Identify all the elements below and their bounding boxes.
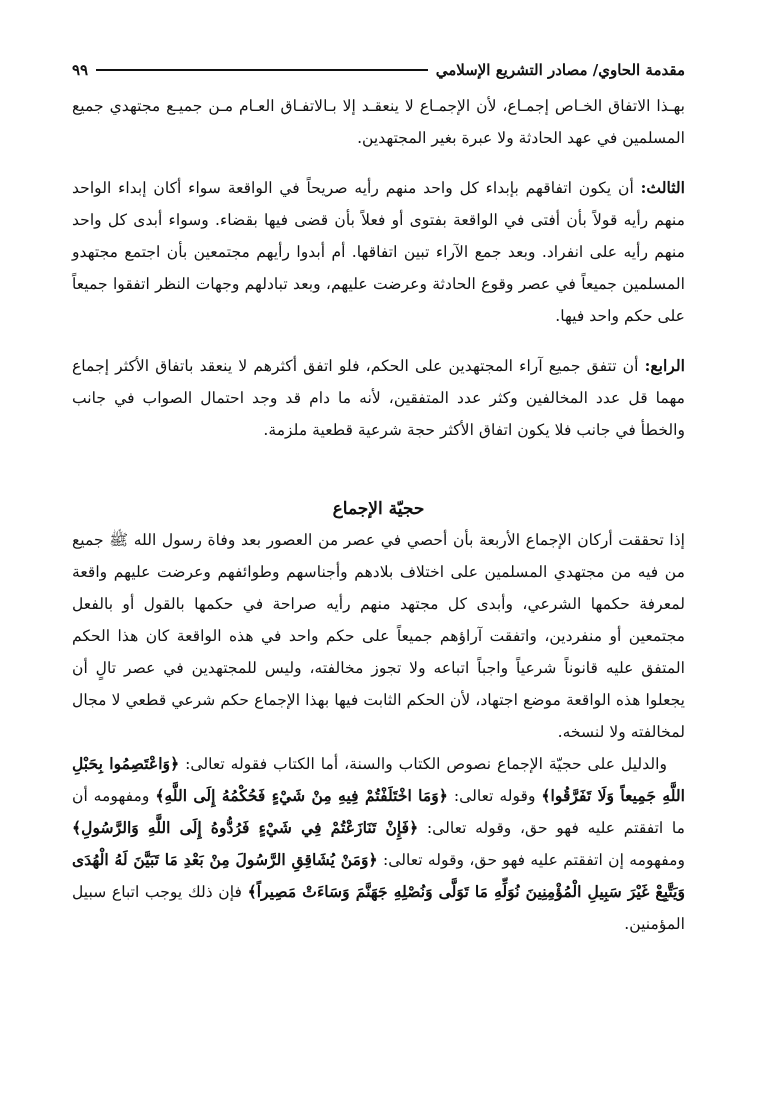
third-label: الثالث: bbox=[640, 178, 685, 197]
evidence-intro: والدليل على حجيّة الإجماع نصوص الكتاب والسنة، أما الكتاب فقوله تعالى: bbox=[179, 755, 667, 773]
header-rule bbox=[96, 69, 428, 71]
header-title: مقدمة الحاوي/ مصادر التشريع الإسلامي bbox=[435, 61, 685, 79]
section-paragraph-1: إذا تحققت أركان الإجماع الأربعة بأن أحصي في عصر من العصور بعد وفاة رسول الله ﷺ جميع من فيه من مجتهدي المسلمين على اختلاف بلادهم وأجناسهم وطوائفهم وعرضت عليهم واقعة لمعرفة حكمها الشرعي، وأبدى كل مجتهد منهم رأيه صراحة في حكمها بالقول أو بالفعل مجتمعين أو منفردين، واتفقت آراؤهم جميعاً على حكم واحد في هذه الواقعة كان هذا الحكم المتفق عليه قانوناً شرعياً واجباً اتباعه ولا تجوز مخالفته، وليس للمجتهدين في عصر تالٍ أن يجعلوا هذه الواقعة موضع اجتهاد، لأن الحكم الثابت فيها بهذا الإجماع حكم شرعي قطعي لا مجال لمخالفته ولا لنسخه. bbox=[72, 531, 686, 741]
section-paragraph-2 bbox=[72, 748, 685, 940]
page-number: ٩٩ bbox=[72, 61, 89, 79]
fourth-text: أن تتفق جميع آراء المجتهدين على الحكم، فلو اتفق أكثرهم لا ينعقد باتفاق الأكثر إجماع مهما قل عدد المخالفين وكثر عدد المتفقين، لأنه ما دام قد وجد احتمال الصواب في جانب والخطأ في جانب فلا يكون اتفاق الأكثر حجة شرعية قطعية ملزمة. bbox=[72, 357, 685, 439]
evidence-ending: فإن ذلك يوجب اتباع سبيل المؤمنين. bbox=[72, 883, 685, 933]
evidence-link-1: وقوله تعالى: bbox=[447, 787, 542, 805]
fourth-label: الرابع: bbox=[644, 356, 685, 375]
intro-paragraph: بهـذا الاتفاق الخـاص إجمـاع، لأن الإجمـاع لا ينعقـد إلا بـالاتفـاق العـام مـن جميـع مجتهدي جميع المسلمين في عهد الحادثة ولا عبرة بغير المجتهدين. bbox=[72, 97, 685, 147]
evidence-link-3: ومفهومه إن اتفقتم عليه فهو حق، وقوله تعالى: bbox=[377, 851, 685, 869]
evidence-link-2: ومفهومه أن ما اتفقتم عليه فهو حق، وقوله تعالى: bbox=[72, 787, 686, 837]
running-header bbox=[72, 56, 685, 84]
quran-quote-2: ﴿وَمَا اخْتَلَفْتُمْ فِيهِ مِنْ شَيْءٍ فَحُكْمُهُ إِلَى اللَّهِ﴾ bbox=[155, 786, 448, 805]
section-heading: حجيّة الإجماع bbox=[332, 499, 425, 519]
quran-quote-4: ﴿وَمَنْ يُشَاقِقِ الرَّسُولَ مِنْ بَعْدِ مَا تَبَيَّنَ لَهُ الْهُدَى وَيَتَّبِعْ غَيْرَ سَبِيلِ الْمُؤْمِنِينَ نُوَلِّهِ مَا تَوَلَّى وَنُصْلِهِ جَهَنَّمَ وَسَاءَتْ مَصِيراً﴾ bbox=[72, 850, 685, 901]
third-condition-paragraph bbox=[72, 172, 685, 332]
quran-quote-1: ﴿وَاعْتَصِمُوا بِحَبْلِ اللَّهِ جَمِيعاً وَلَا تَفَرَّقُوا﴾ bbox=[72, 754, 686, 805]
fourth-condition-paragraph bbox=[72, 350, 685, 446]
third-text: أن يكون اتفاقهم بإبداء كل واحد منهم رأيه صريحاً في الواقعة سواء أكان إبداء الواحد منهم رأيه قولاً بأن أفتى في الواقعة بفتوى أو فعلاً بأن قضى فيها بقضاء. وسواء أبدى كل واحد منهم رأيه على انفراد. وبعد جمع الآراء تبين اتفاقها. أم أبدوا رأيهم مجتمعين بأن اجتمع مجتهدو المسلمين جميعاً في عصر وقوع الحادثة وعرضت عليهم، وبعد تبادلهم وجهات النظر اتفقوا جميعاً على حكم واحد فيها. bbox=[72, 179, 686, 325]
quran-quote-3: ﴿فَإِنْ تَنَازَعْتُمْ فِي شَيْءٍ فَرُدُّوهُ إِلَى اللَّهِ وَالرَّسُولِ﴾ bbox=[72, 818, 419, 837]
